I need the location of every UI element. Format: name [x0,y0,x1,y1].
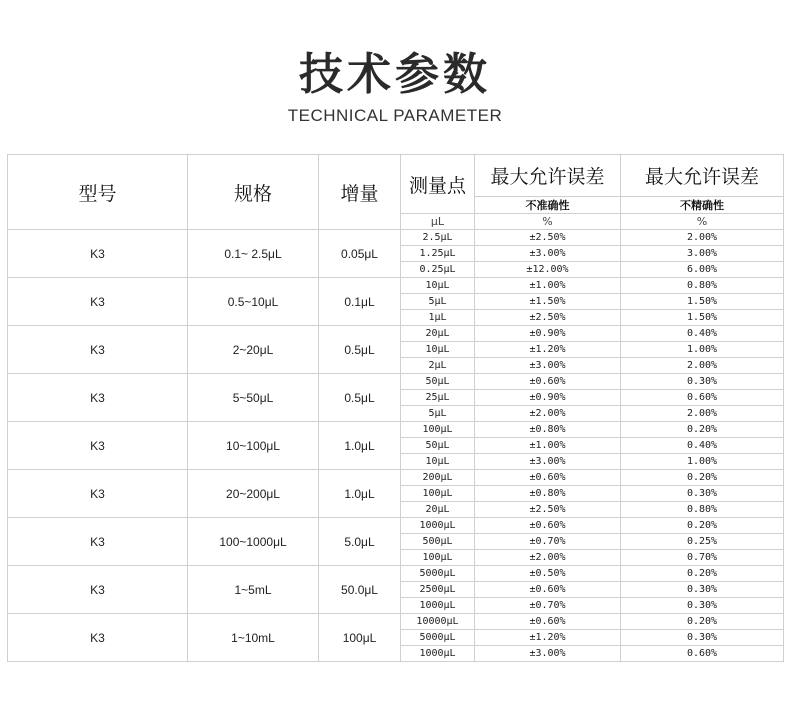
inaccuracy-cell: ±1.50% [475,294,621,310]
test-point-cell: 2500μL [401,582,475,598]
imprecision-cell: 2.00% [621,358,784,374]
inaccuracy-cell: ±3.00% [475,358,621,374]
increment-cell: 1.0μL [319,422,401,470]
test-point-cell: 5μL [401,406,475,422]
inaccuracy-cell: ±0.80% [475,422,621,438]
increment-cell: 0.1μL [319,278,401,326]
spec-cell: 5~50μL [188,374,319,422]
test-point-cell: 500μL [401,534,475,550]
model-cell: K3 [8,374,188,422]
test-point-cell: 50μL [401,438,475,454]
spec-cell: 10~100μL [188,422,319,470]
increment-cell: 50.0μL [319,566,401,614]
inaccuracy-cell: ±12.00% [475,262,621,278]
imprecision-cell: 2.00% [621,406,784,422]
header-increment: 增量 [319,155,401,230]
inaccuracy-cell: ±1.20% [475,630,621,646]
inaccuracy-cell: ±0.90% [475,326,621,342]
inaccuracy-cell: ±0.80% [475,486,621,502]
table-row [8,422,784,438]
imprecision-cell: 0.70% [621,550,784,566]
spec-cell: 1~10mL [188,614,319,662]
inaccuracy-cell: ±2.00% [475,406,621,422]
imprecision-cell: 3.00% [621,246,784,262]
model-cell: K3 [8,278,188,326]
unit-test-point: μL [401,214,475,230]
inaccuracy-cell: ±0.70% [475,534,621,550]
imprecision-cell: 0.30% [621,598,784,614]
inaccuracy-cell: ±1.00% [475,278,621,294]
imprecision-cell: 0.20% [621,470,784,486]
table-row [8,278,784,294]
page-title: 技术参数 [299,49,491,100]
increment-cell: 5.0μL [319,518,401,566]
model-cell: K3 [8,422,188,470]
inaccuracy-cell: ±3.00% [475,246,621,262]
test-point-cell: 2μL [401,358,475,374]
table-row [8,374,784,390]
model-cell: K3 [8,470,188,518]
spec-cell: 20~200μL [188,470,319,518]
header-inaccuracy-label: 不准确性 [475,197,621,214]
imprecision-cell: 0.80% [621,278,784,294]
inaccuracy-cell: ±2.50% [475,230,621,246]
header-model: 型号 [8,155,188,230]
model-cell: K3 [8,326,188,374]
spec-cell: 0.1~ 2.5μL [188,230,319,278]
imprecision-cell: 1.50% [621,310,784,326]
unit-imprecision: % [621,214,784,230]
imprecision-cell: 0.40% [621,326,784,342]
test-point-cell: 1.25μL [401,246,475,262]
inaccuracy-cell: ±0.50% [475,566,621,582]
test-point-cell: 1μL [401,310,475,326]
header-max-error-precision: 最大允许误差 [621,155,784,197]
imprecision-cell: 1.50% [621,294,784,310]
model-cell: K3 [8,566,188,614]
test-point-cell: 10μL [401,278,475,294]
unit-inaccuracy: % [475,214,621,230]
imprecision-cell: 0.30% [621,486,784,502]
test-point-cell: 10μL [401,454,475,470]
model-cell: K3 [8,518,188,566]
imprecision-cell: 0.20% [621,614,784,630]
increment-cell: 0.5μL [319,326,401,374]
table-row [8,614,784,630]
imprecision-cell: 0.25% [621,534,784,550]
parameter-table [7,154,784,662]
inaccuracy-cell: ±0.70% [475,598,621,614]
table-row [8,230,784,246]
inaccuracy-cell: ±0.60% [475,614,621,630]
inaccuracy-cell: ±1.20% [475,342,621,358]
inaccuracy-cell: ±0.60% [475,518,621,534]
inaccuracy-cell: ±3.00% [475,646,621,662]
imprecision-cell: 0.40% [621,438,784,454]
model-cell: K3 [8,614,188,662]
test-point-cell: 1000μL [401,646,475,662]
inaccuracy-cell: ±2.50% [475,310,621,326]
inaccuracy-cell: ±2.00% [475,550,621,566]
table-row [8,566,784,582]
imprecision-cell: 0.30% [621,630,784,646]
spec-cell: 2~20μL [188,326,319,374]
test-point-cell: 25μL [401,390,475,406]
test-point-cell: 50μL [401,374,475,390]
inaccuracy-cell: ±1.00% [475,438,621,454]
imprecision-cell: 0.20% [621,566,784,582]
test-point-cell: 5000μL [401,566,475,582]
test-point-cell: 5μL [401,294,475,310]
test-point-cell: 10μL [401,342,475,358]
table-row [8,470,784,486]
imprecision-cell: 1.00% [621,342,784,358]
test-point-cell: 5000μL [401,630,475,646]
imprecision-cell: 0.60% [621,390,784,406]
spec-cell: 1~5mL [188,566,319,614]
increment-cell: 100μL [319,614,401,662]
imprecision-cell: 1.00% [621,454,784,470]
increment-cell: 1.0μL [319,470,401,518]
increment-cell: 0.05μL [319,230,401,278]
inaccuracy-cell: ±2.50% [475,502,621,518]
table-row [8,518,784,534]
test-point-cell: 200μL [401,470,475,486]
test-point-cell: 10000μL [401,614,475,630]
model-cell: K3 [8,230,188,278]
imprecision-cell: 0.30% [621,582,784,598]
imprecision-cell: 0.80% [621,502,784,518]
spec-cell: 100~1000μL [188,518,319,566]
spec-cell: 0.5~10μL [188,278,319,326]
test-point-cell: 2.5μL [401,230,475,246]
test-point-cell: 1000μL [401,518,475,534]
imprecision-cell: 0.20% [621,518,784,534]
test-point-cell: 20μL [401,502,475,518]
test-point-cell: 0.25μL [401,262,475,278]
imprecision-cell: 2.00% [621,230,784,246]
header-imprecision-label: 不精确性 [621,197,784,214]
inaccuracy-cell: ±0.60% [475,470,621,486]
test-point-cell: 100μL [401,550,475,566]
header-test-point: 测量点 [401,155,475,214]
imprecision-cell: 0.60% [621,646,784,662]
inaccuracy-cell: ±3.00% [475,454,621,470]
imprecision-cell: 0.30% [621,374,784,390]
test-point-cell: 100μL [401,422,475,438]
inaccuracy-cell: ±0.90% [475,390,621,406]
header-spec: 规格 [188,155,319,230]
inaccuracy-cell: ±0.60% [475,582,621,598]
test-point-cell: 1000μL [401,598,475,614]
increment-cell: 0.5μL [319,374,401,422]
imprecision-cell: 0.20% [621,422,784,438]
test-point-cell: 100μL [401,486,475,502]
test-point-cell: 20μL [401,326,475,342]
header-max-error-accuracy: 最大允许误差 [475,155,621,197]
imprecision-cell: 6.00% [621,262,784,278]
page-subtitle: TECHNICAL PARAMETER [287,106,503,125]
inaccuracy-cell: ±0.60% [475,374,621,390]
table-row [8,326,784,342]
